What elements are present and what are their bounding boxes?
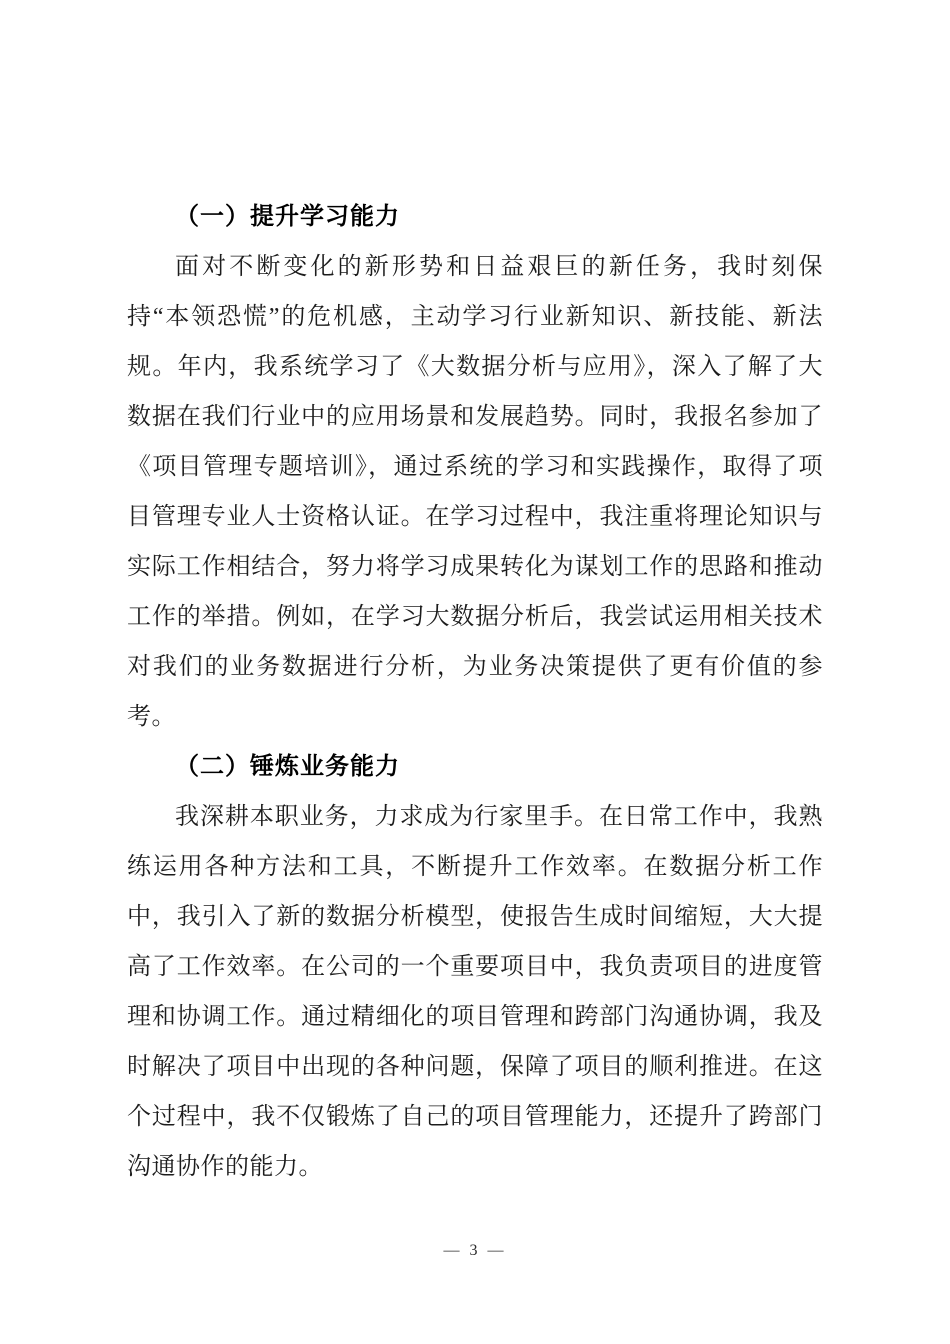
- section-learning-ability: [127, 192, 823, 742]
- page-number: — 3 —: [443, 1242, 507, 1259]
- section-heading: （一）提升学习能力: [175, 203, 400, 230]
- section-heading: （二）锤炼业务能力: [175, 753, 400, 780]
- page-footer: [0, 1242, 950, 1260]
- section-business-ability: [127, 742, 823, 1192]
- paragraph: 我深耕本职业务，力求成为行家里手。在日常工作中，我熟练运用各种方法和工具，不断提升工作效率。在数据分析工作中，我引入了新的数据分析模型，使报告生成时间缩短，大大提高了工作效率。在公司的一个重要项目中，我负责项目的进度管理和协调工作。通过精细化的项目管理和跨部门沟通协调，我及时解决了项目中出现的各种问题，保障了项目的顺利推进。在这个过程中，我不仅锻炼了自己的项目管理能力，还提升了跨部门沟通协作的能力。: [127, 804, 823, 1180]
- paragraph: 面对不断变化的新形势和日益艰巨的新任务，我时刻保持“本领恐慌”的危机感，主动学习行业新知识、新技能、新法规。年内，我系统学习了《大数据分析与应用》，深入了解了大数据在我们行业中的应用场景和发展趋势。同时，我报名参加了《项目管理专题培训》，通过系统的学习和实践操作，取得了项目管理专业人士资格认证。在学习过程中，我注重将理论知识与实际工作相结合，努力将学习成果转化为谋划工作的思路和推动工作的举措。例如，在学习大数据分析后，我尝试运用相关技术对我们的业务数据进行分析，为业务决策提供了更有价值的参考。: [127, 254, 823, 730]
